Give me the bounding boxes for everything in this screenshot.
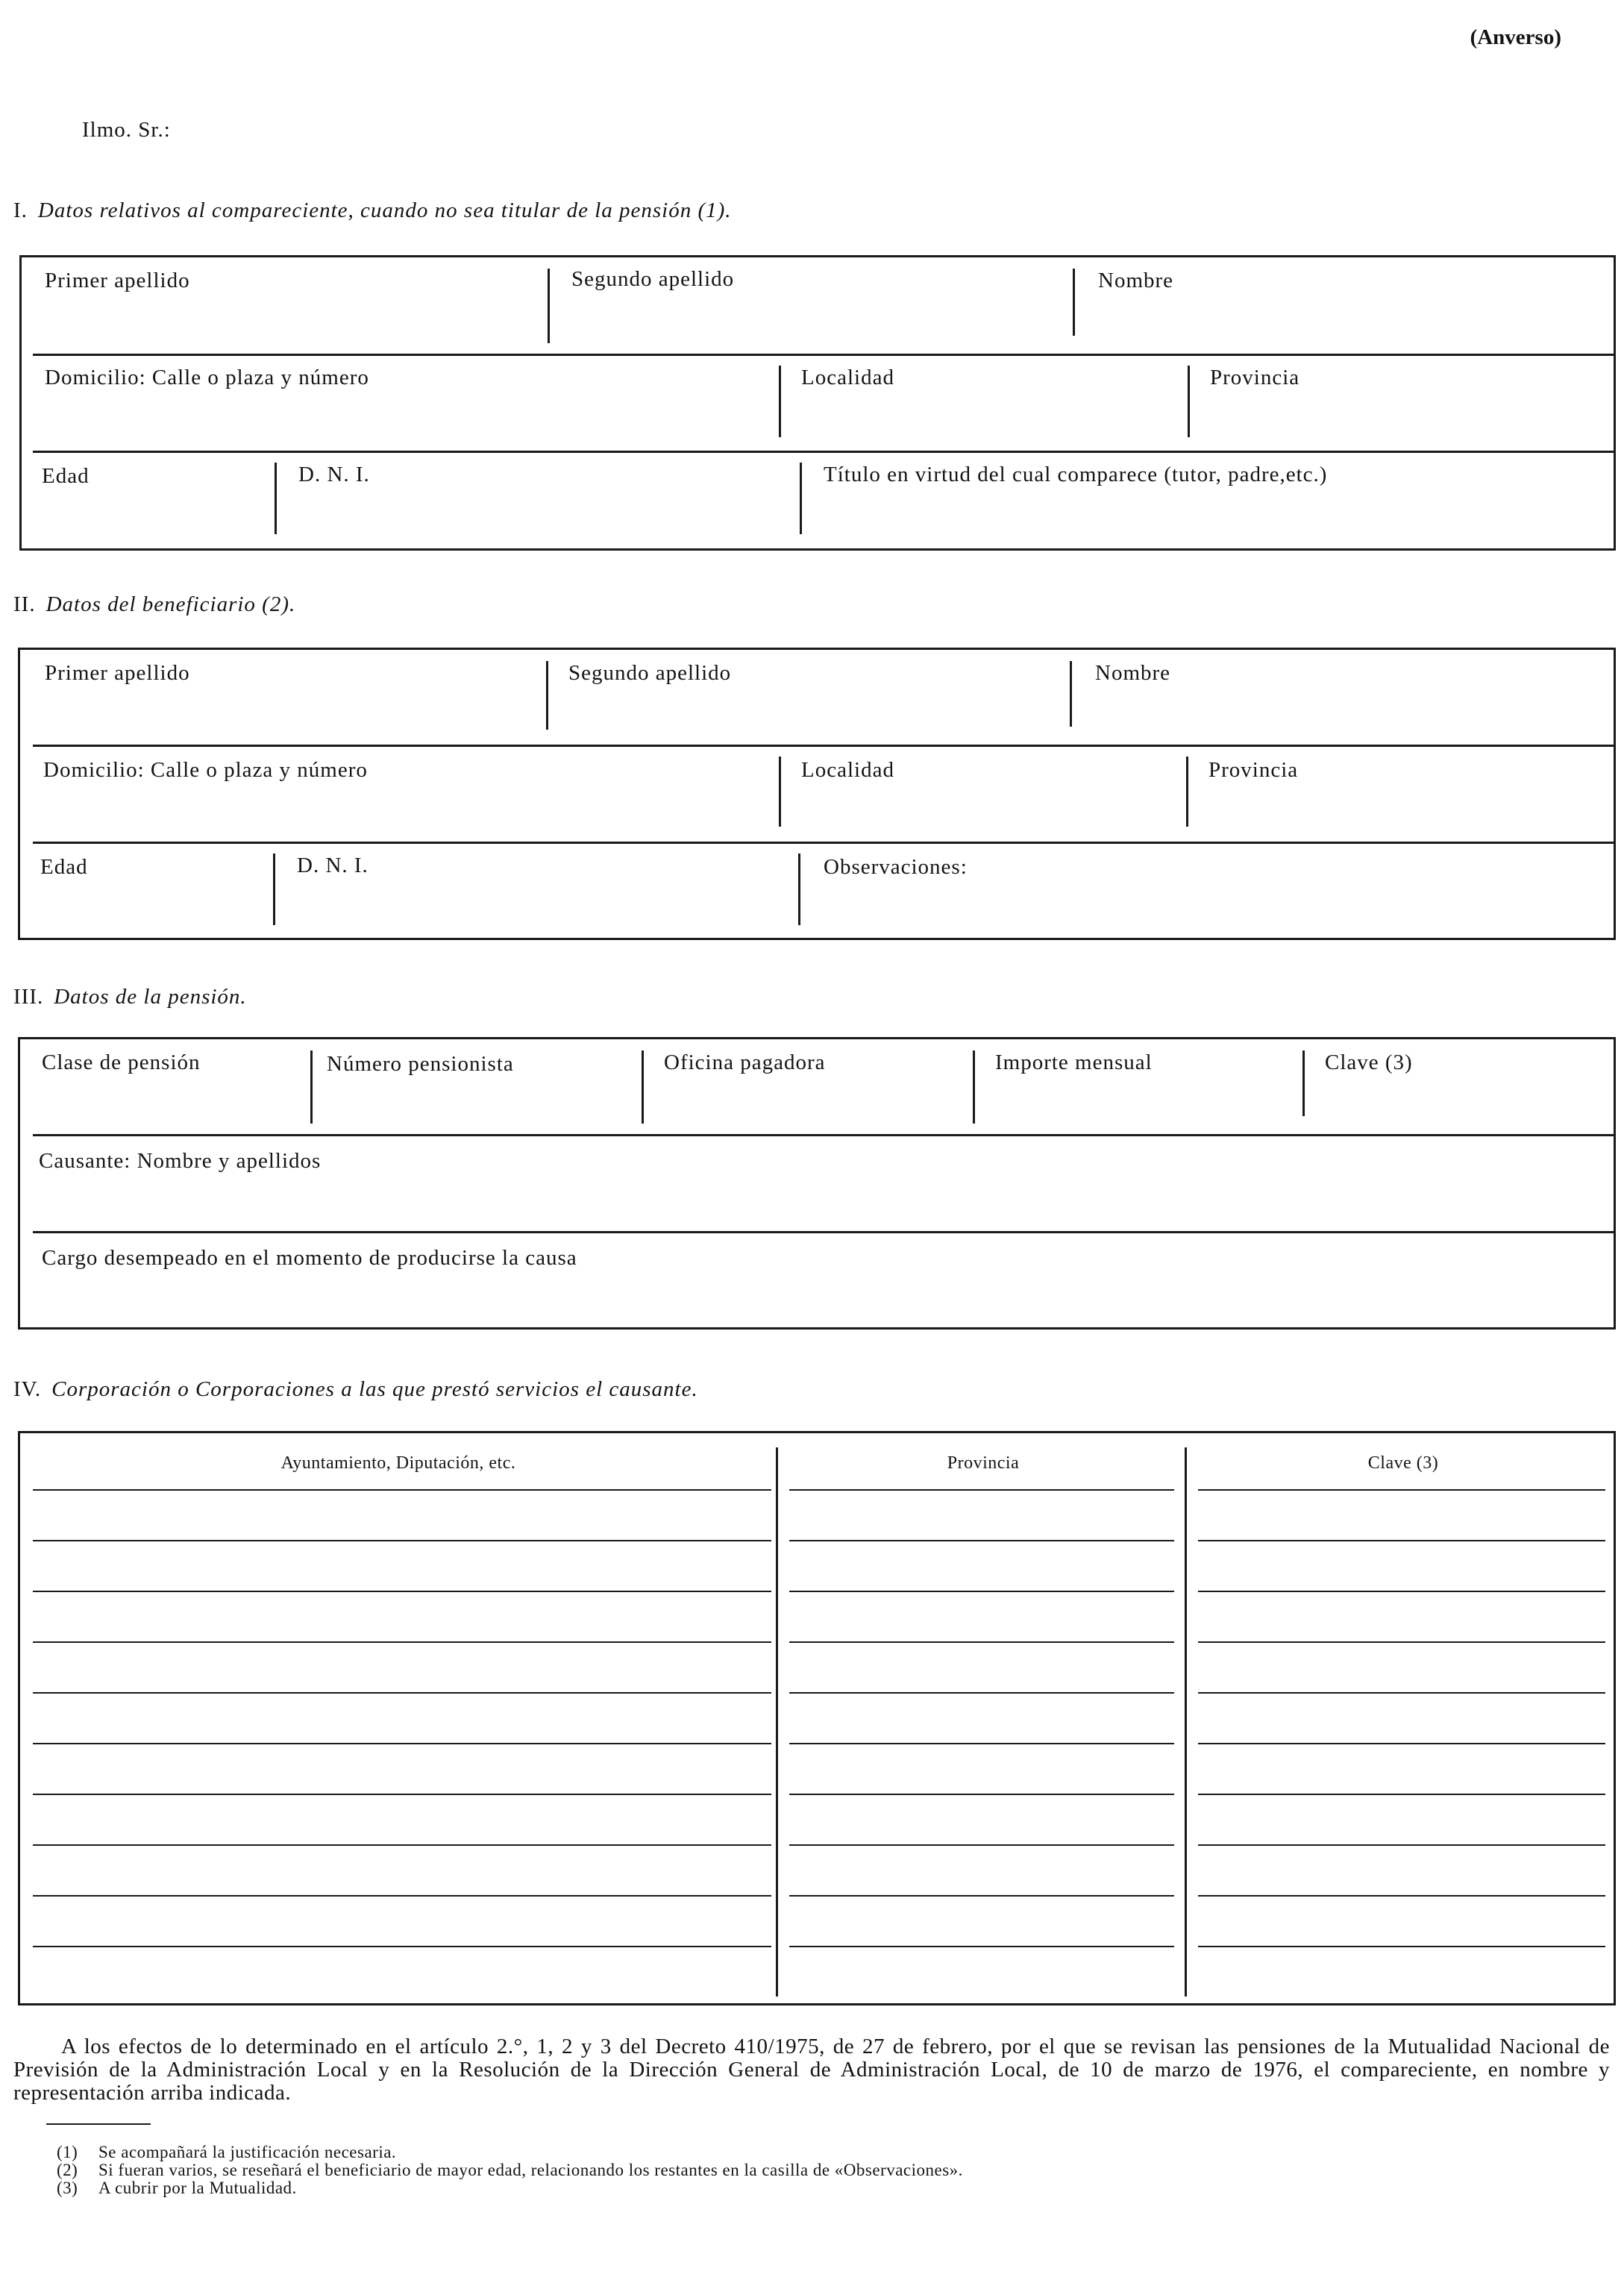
divider	[1073, 269, 1075, 336]
section-4-number: IV.	[13, 1377, 42, 1401]
footnote-3	[57, 2179, 297, 2198]
compareciente-row-divider-2	[33, 451, 1616, 453]
compareciente-row-divider-1	[33, 354, 1616, 356]
footnote-1	[57, 2143, 396, 2162]
row-line	[33, 1844, 771, 1846]
footnote-2	[57, 2161, 963, 2180]
col-header-provincia: Provincia	[947, 1453, 1020, 1473]
section-2-heading	[13, 592, 295, 617]
s1-localidad-field[interactable]: Localidad	[801, 366, 894, 389]
s1-segundo-apellido-field[interactable]: Segundo apellido	[571, 267, 735, 291]
row-line	[1198, 1794, 1605, 1795]
row-line	[789, 1591, 1174, 1592]
s3-importe-field[interactable]: Importe mensual	[995, 1050, 1153, 1074]
footnote-rule	[46, 2123, 151, 2125]
closing-paragraph: A los efectos de lo determinado en el artículo 2.°, 1, 2 y 3 del Decreto 410/1975, de 27 de febrero, por el que se revisan las pensiones de la Mutualidad Nacional de Previsión de la Administración Local y en la Resolución de la Dirección General de Administración Local, de 10 de marzo de 1976, el compareciente, en nombre y representación arriba indicada.	[13, 2035, 1610, 2105]
s1-titulo-field[interactable]: Título en virtud del cual comparece (tutor, padre,etc.)	[824, 463, 1328, 486]
row-line	[789, 1946, 1174, 1947]
row-line	[789, 1641, 1174, 1643]
divider	[798, 854, 800, 925]
footnote-3-text: A cubrir por la Mutualidad.	[98, 2179, 297, 2197]
divider	[273, 854, 275, 925]
s2-localidad-field[interactable]: Localidad	[801, 758, 894, 782]
row-line	[1198, 1591, 1605, 1592]
s1-edad-field[interactable]: Edad	[42, 464, 90, 488]
row-line	[33, 1946, 771, 1947]
row-line	[33, 1692, 771, 1694]
section-1-number: I.	[13, 198, 28, 222]
section-1-heading	[13, 198, 732, 223]
beneficiario-row-divider-1	[33, 745, 1616, 747]
row-line	[33, 1743, 771, 1744]
col-divider	[776, 1447, 778, 1997]
s3-cargo-field[interactable]: Cargo desempeado en el momento de producirse la causa	[42, 1246, 577, 1270]
row-line	[33, 1489, 771, 1491]
s1-provincia-field[interactable]: Provincia	[1210, 366, 1300, 389]
row-line	[1198, 1743, 1605, 1744]
footnote-1-text: Se acompañará la justificación necesaria.	[98, 2143, 397, 2161]
footnote-2-text: Si fueran varios, se reseñará el beneficiario de mayor edad, relacionando los restantes en la casilla de «Observaciones».	[98, 2161, 963, 2179]
s2-nombre-field[interactable]: Nombre	[1095, 661, 1171, 685]
row-line	[789, 1844, 1174, 1846]
side-label: (Anverso)	[1470, 25, 1561, 49]
footnote-3-mark: (3)	[57, 2179, 78, 2197]
s2-segundo-apellido-field[interactable]: Segundo apellido	[568, 661, 732, 685]
beneficiario-box	[18, 648, 1616, 940]
section-4-title: Corporación o Corporaciones a las que prestó servicios el causante.	[51, 1377, 698, 1401]
section-4-heading	[13, 1377, 698, 1402]
footnote-2-mark: (2)	[57, 2161, 78, 2179]
s1-domicilio-field[interactable]: Domicilio: Calle o plaza y número	[45, 366, 369, 389]
pension-row-divider-1	[33, 1134, 1616, 1136]
pension-box	[18, 1037, 1616, 1330]
section-3-heading	[13, 985, 247, 1009]
corporaciones-table	[18, 1431, 1616, 2005]
beneficiario-row-divider-2	[33, 842, 1616, 844]
row-line	[1198, 1489, 1605, 1491]
s3-causante-field[interactable]: Causante: Nombre y apellidos	[39, 1149, 322, 1173]
row-line	[1198, 1692, 1605, 1694]
row-line	[789, 1895, 1174, 1897]
s2-primer-apellido-field[interactable]: Primer apellido	[45, 661, 190, 685]
compareciente-box	[19, 255, 1616, 551]
row-line	[1198, 1641, 1605, 1643]
s3-oficina-field[interactable]: Oficina pagadora	[664, 1050, 826, 1074]
s3-clase-field[interactable]: Clase de pensión	[42, 1050, 201, 1074]
section-2-title: Datos del beneficiario (2).	[46, 592, 296, 616]
divider	[779, 757, 781, 827]
section-3-number: III.	[13, 985, 44, 1009]
footnote-1-mark: (1)	[57, 2143, 78, 2161]
divider	[642, 1050, 644, 1124]
salutation: Ilmo. Sr.:	[82, 118, 171, 142]
s2-observaciones-field[interactable]: Observaciones:	[824, 855, 968, 879]
section-1-title: Datos relativos al compareciente, cuando no sea titular de la pensión (1).	[37, 198, 732, 222]
row-line	[33, 1794, 771, 1795]
s1-dni-field[interactable]: D. N. I.	[298, 463, 370, 486]
s2-dni-field[interactable]: D. N. I.	[297, 854, 369, 877]
row-line	[789, 1489, 1174, 1491]
s3-numero-field[interactable]: Número pensionista	[327, 1052, 514, 1076]
section-3-title: Datos de la pensión.	[54, 985, 247, 1009]
s1-primer-apellido-field[interactable]: Primer apellido	[45, 269, 190, 292]
s2-edad-field[interactable]: Edad	[40, 855, 88, 879]
col-header-ayuntamiento: Ayuntamiento, Diputación, etc.	[280, 1453, 516, 1473]
divider	[1302, 1050, 1305, 1116]
row-line	[1198, 1844, 1605, 1846]
row-line	[1198, 1946, 1605, 1947]
s2-domicilio-field[interactable]: Domicilio: Calle o plaza y número	[43, 758, 368, 782]
divider	[548, 269, 550, 343]
row-line	[1198, 1540, 1605, 1541]
row-line	[789, 1692, 1174, 1694]
divider	[275, 463, 277, 534]
divider	[779, 366, 781, 437]
col-divider	[1185, 1447, 1187, 1997]
row-line	[789, 1540, 1174, 1541]
divider	[800, 463, 802, 534]
row-line	[789, 1794, 1174, 1795]
row-line	[33, 1895, 771, 1897]
divider	[1070, 661, 1072, 727]
divider	[310, 1050, 313, 1124]
divider	[546, 661, 548, 730]
row-line	[789, 1743, 1174, 1744]
s1-nombre-field[interactable]: Nombre	[1098, 269, 1174, 292]
pension-row-divider-2	[33, 1231, 1616, 1233]
row-line	[33, 1641, 771, 1643]
s2-provincia-field[interactable]: Provincia	[1208, 758, 1299, 782]
s3-clave-field[interactable]: Clave (3)	[1325, 1050, 1413, 1074]
divider	[1188, 366, 1190, 437]
section-2-number: II.	[13, 592, 36, 616]
divider	[973, 1050, 975, 1124]
row-line	[1198, 1895, 1605, 1897]
row-line	[33, 1591, 771, 1592]
divider	[1186, 757, 1188, 827]
col-header-clave: Clave (3)	[1367, 1453, 1439, 1473]
row-line	[33, 1540, 771, 1541]
